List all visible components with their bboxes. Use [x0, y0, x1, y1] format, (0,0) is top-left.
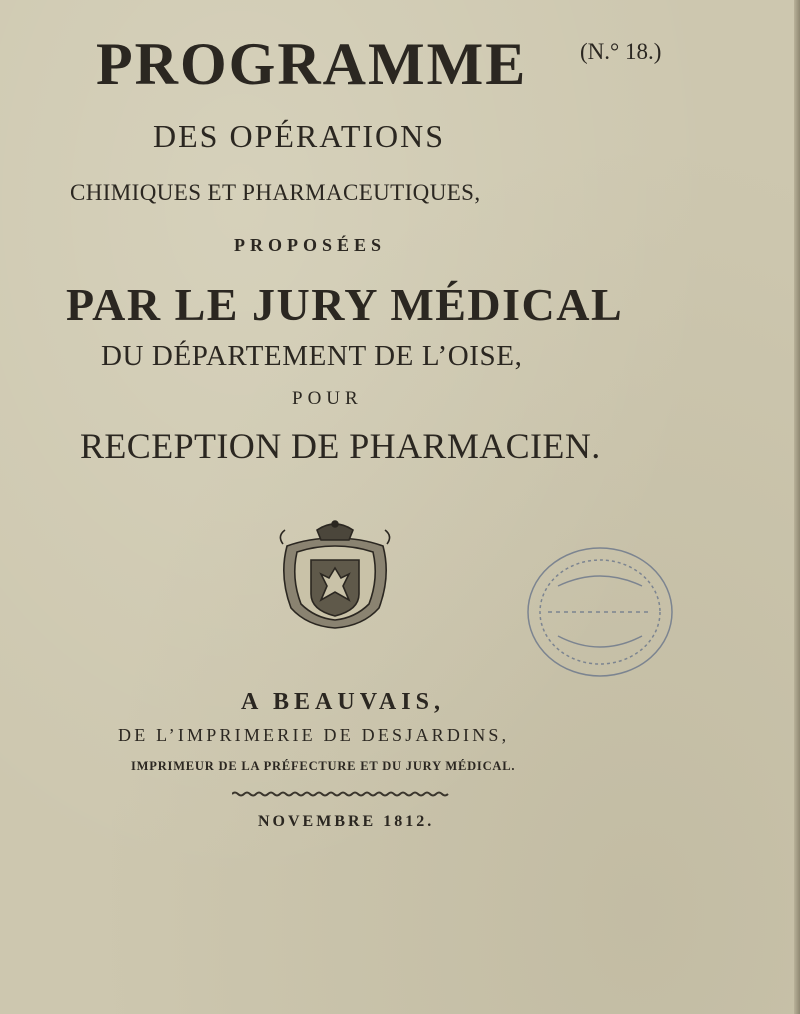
authority-heading: PAR LE JURY MÉDICAL: [66, 279, 624, 330]
page-edge: [794, 0, 800, 1014]
department-line: DU DÉPARTEMENT DE L’OISE,: [101, 340, 523, 372]
imprint-printer: DE L’IMPRIMERIE DE DESJARDINS,: [118, 725, 510, 745]
page-title: PROGRAMME: [96, 31, 528, 97]
decorative-rule: [232, 790, 452, 798]
subtitle-operations: DES OPÉRATIONS: [153, 118, 446, 154]
subtitle-subject: CHIMIQUES ET PHARMACEUTIQUES,: [70, 180, 481, 205]
proposed-label: PROPOSÉES: [234, 235, 387, 255]
imprint-city: A BEAUVAIS,: [241, 689, 445, 715]
imperial-coat-of-arms-icon: [277, 516, 393, 634]
imprint-date: NOVEMBRE 1812.: [258, 813, 435, 830]
library-stamp-icon: [518, 536, 678, 686]
purpose-heading: RECEPTION DE PHARMACIEN.: [80, 426, 601, 466]
imprint-printer-title: IMPRIMEUR DE LA PRÉFECTURE ET DU JURY MÉDICAL.: [131, 759, 516, 773]
for-label: POUR: [292, 388, 363, 409]
issue-number: (N.° 18.): [580, 39, 662, 64]
